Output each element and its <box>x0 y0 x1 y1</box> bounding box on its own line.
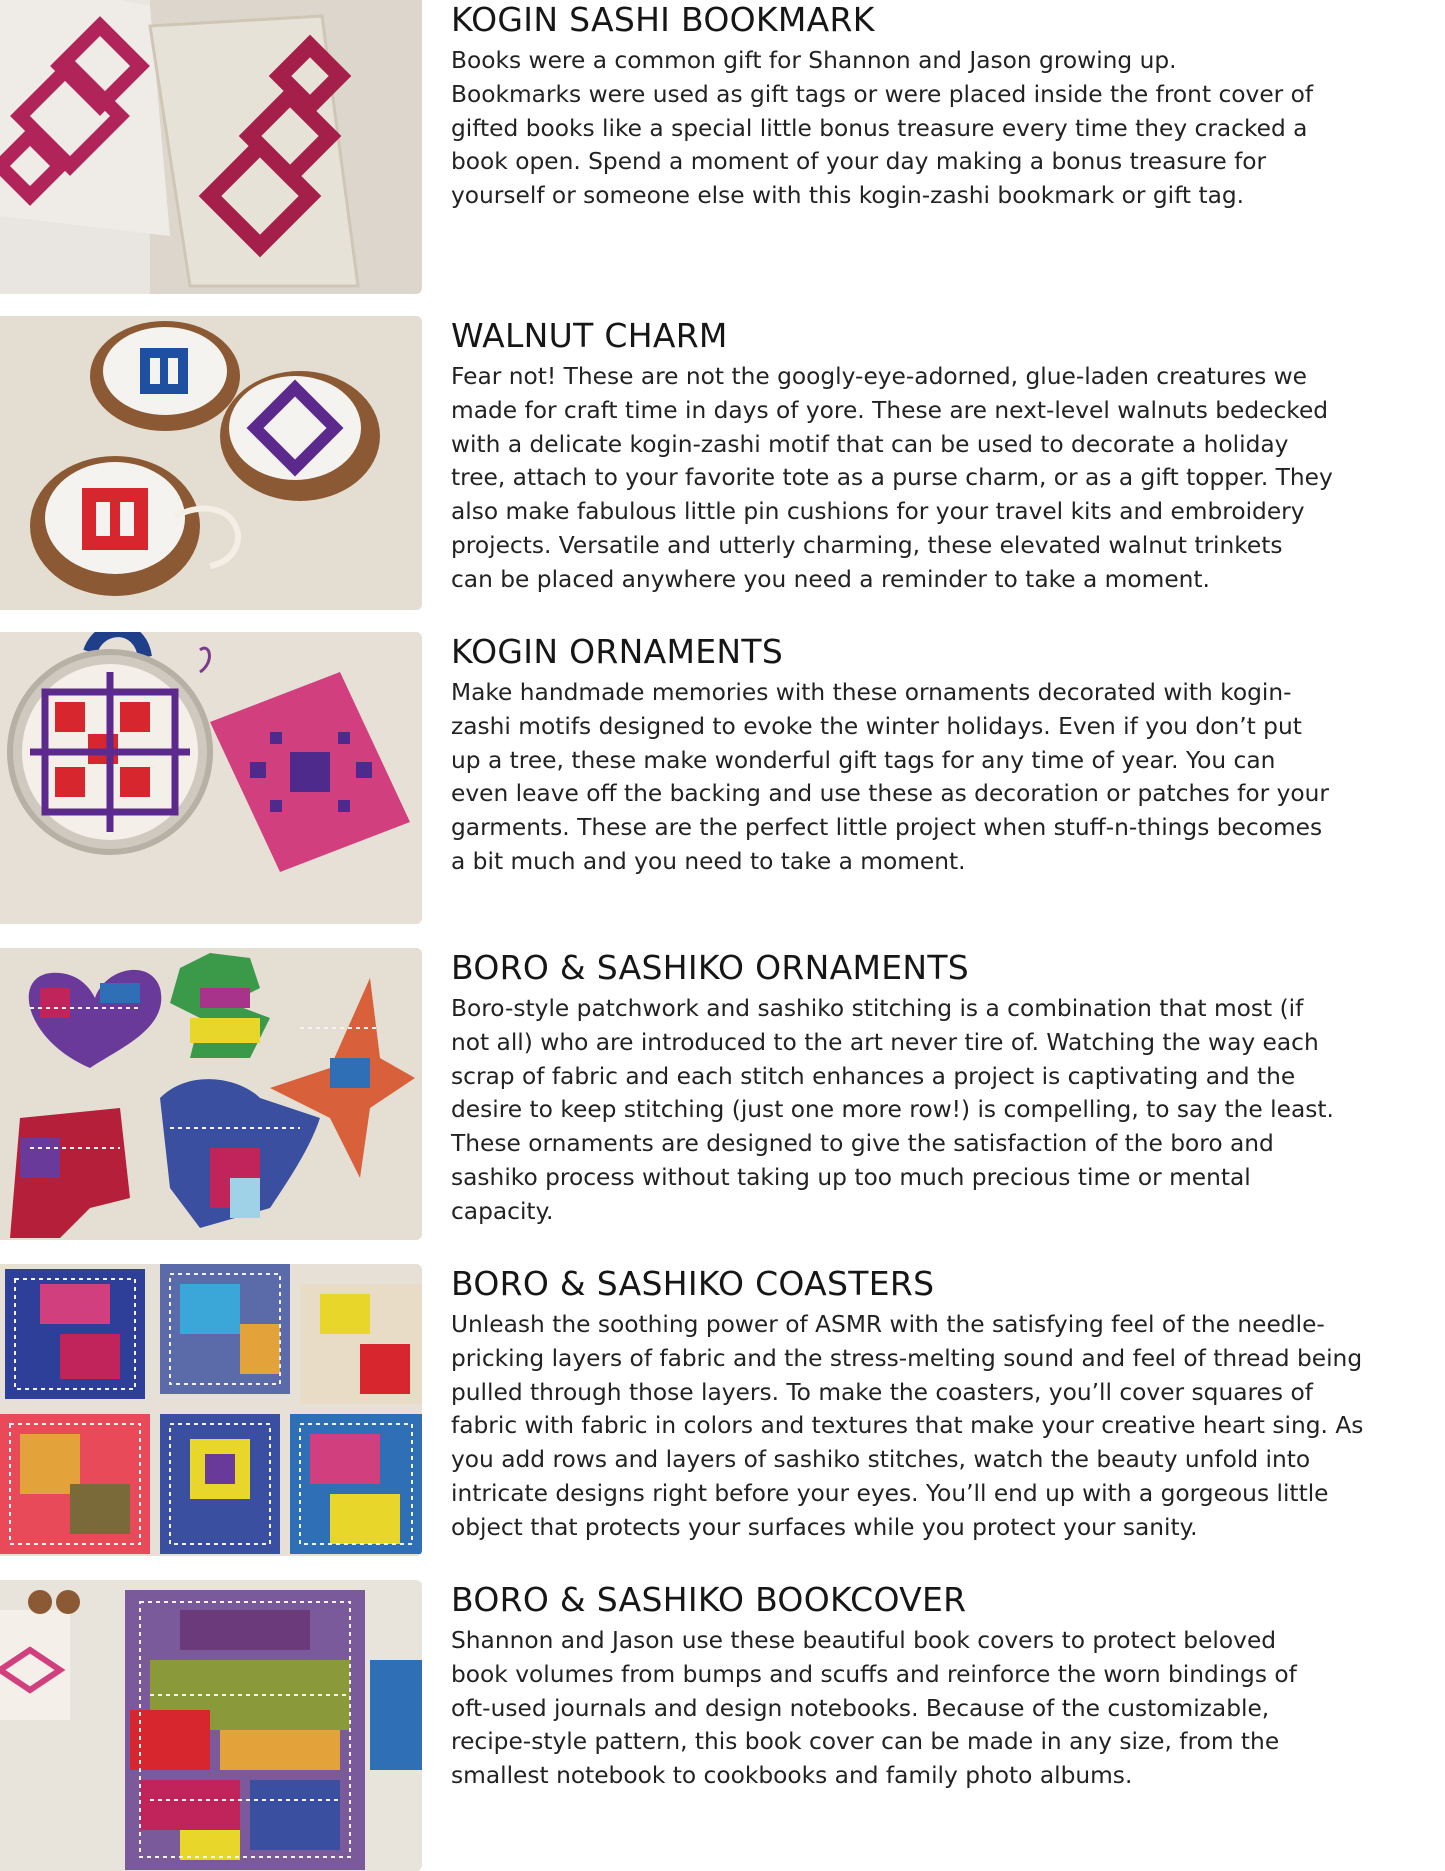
description-line: garments. These are the perfect little project when stuff-n-things becomes <box>451 814 1323 842</box>
description-line: Make handmade memories with these ornaments decorated with kogin- <box>451 679 1292 706</box>
section-description <box>451 676 1411 879</box>
section-description <box>451 1308 1411 1545</box>
section-title: KOGIN ORNAMENTS <box>451 632 784 671</box>
description-line: a bit much and you need to take a moment. <box>451 847 966 875</box>
boro-coasters-text <box>451 1264 1411 1545</box>
description-line: not all) who are introduced to the art never tire of. Watching the way each <box>451 1028 1319 1056</box>
description-line: Bookmarks were used as gift tags or were placed inside the front cover of <box>451 80 1314 108</box>
description-line: up a tree, these make wonderful gift tags for any time of year. You can <box>451 746 1276 774</box>
description-line: yourself or someone else with this kogin-zashi bookmark or gift tag. <box>451 182 1245 210</box>
description-line: Boro-style patchwork and sashiko stitching is a combination that most (if <box>451 995 1304 1022</box>
description-line: pricking layers of fabric and the stress-melting sound and feel of thread being <box>451 1344 1363 1372</box>
description-line: object that protects your surfaces while you protect your sanity. <box>451 1513 1198 1541</box>
section-description <box>451 44 1411 213</box>
description-line: pulled through those layers. To make the coasters, you’ll cover squares of <box>451 1378 1313 1406</box>
boro-bookcover-text <box>451 1580 1411 1793</box>
description-line: with a delicate kogin-zashi motif that can be used to decorate a holiday <box>451 430 1289 458</box>
description-line: made for craft time in days of yore. These are next-level walnuts bedecked <box>451 396 1329 424</box>
description-line: These ornaments are designed to give the satisfaction of the boro and <box>451 1130 1274 1158</box>
section-title: WALNUT CHARM <box>451 316 728 355</box>
description-line: capacity. <box>451 1197 554 1225</box>
description-line: book open. Spend a moment of your day making a bonus treasure for <box>451 148 1267 176</box>
kogin-ornaments-photo <box>0 632 422 924</box>
description-line: Books were a common gift for Shannon and Jason growing up. <box>451 47 1177 74</box>
description-line: you add rows and layers of sashiko stitches, watch the beauty unfold into <box>451 1446 1311 1474</box>
description-line: intricate designs right before your eyes. You’ll end up with a gorgeous little <box>451 1479 1329 1507</box>
kogin-bookmark-photo <box>0 0 422 294</box>
description-line: fabric with fabric in colors and textures that make your creative heart sing. As <box>451 1412 1364 1440</box>
kogin-ornaments-text <box>451 632 1411 879</box>
section-title: BORO & SASHIKO ORNAMENTS <box>451 948 970 987</box>
description-line: smallest notebook to cookbooks and family photo albums. <box>451 1762 1133 1790</box>
section-description <box>451 360 1411 597</box>
description-line: scrap of fabric and each stitch enhances a project is captivating and the <box>451 1062 1296 1090</box>
description-line: tree, attach to your favorite tote as a purse charm, or as a gift topper. They <box>451 464 1333 492</box>
section-title: BORO & SASHIKO BOOKCOVER <box>451 1580 967 1619</box>
boro-ornaments-text <box>451 948 1411 1229</box>
section-title: KOGIN SASHI BOOKMARK <box>451 0 875 39</box>
section-description <box>451 1624 1411 1793</box>
walnut-charm-text <box>451 316 1411 597</box>
description-line: recipe-style pattern, this book cover can be made in any size, from the <box>451 1728 1280 1756</box>
description-line: sashiko process without taking up too much precious time or mental <box>451 1163 1251 1191</box>
description-line: can be placed anywhere you need a reminder to take a moment. <box>451 565 1210 593</box>
description-line: Unleash the soothing power of ASMR with the satisfying feel of the needle- <box>451 1311 1325 1338</box>
boro-ornaments-photo <box>0 948 422 1240</box>
description-line: projects. Versatile and utterly charming, these elevated walnut trinkets <box>451 531 1283 559</box>
description-line: desire to keep stitching (just one more row!) is compelling, to say the least. <box>451 1096 1334 1124</box>
description-line: Shannon and Jason use these beautiful book covers to protect beloved <box>451 1627 1277 1654</box>
description-line: gifted books like a special little bonus treasure every time they cracked a <box>451 114 1308 142</box>
description-line: Fear not! These are not the googly-eye-adorned, glue-laden creatures we <box>451 363 1308 390</box>
section-description <box>451 992 1411 1229</box>
description-line: even leave off the backing and use these as decoration or patches for your <box>451 780 1329 808</box>
boro-coasters-photo <box>0 1264 422 1556</box>
description-line: book volumes from bumps and scuffs and reinforce the worn bindings of <box>451 1660 1297 1688</box>
section-title: BORO & SASHIKO COASTERS <box>451 1264 935 1303</box>
description-line: oft-used journals and design notebooks. Because of the customizable, <box>451 1694 1270 1722</box>
kogin-bookmark-text <box>451 0 1411 213</box>
walnut-charm-photo <box>0 316 422 610</box>
description-line: also make fabulous little pin cushions for your travel kits and embroidery <box>451 498 1305 526</box>
boro-bookcover-photo <box>0 1580 422 1871</box>
description-line: zashi motifs designed to evoke the winter holidays. Even if you don’t put <box>451 712 1302 740</box>
